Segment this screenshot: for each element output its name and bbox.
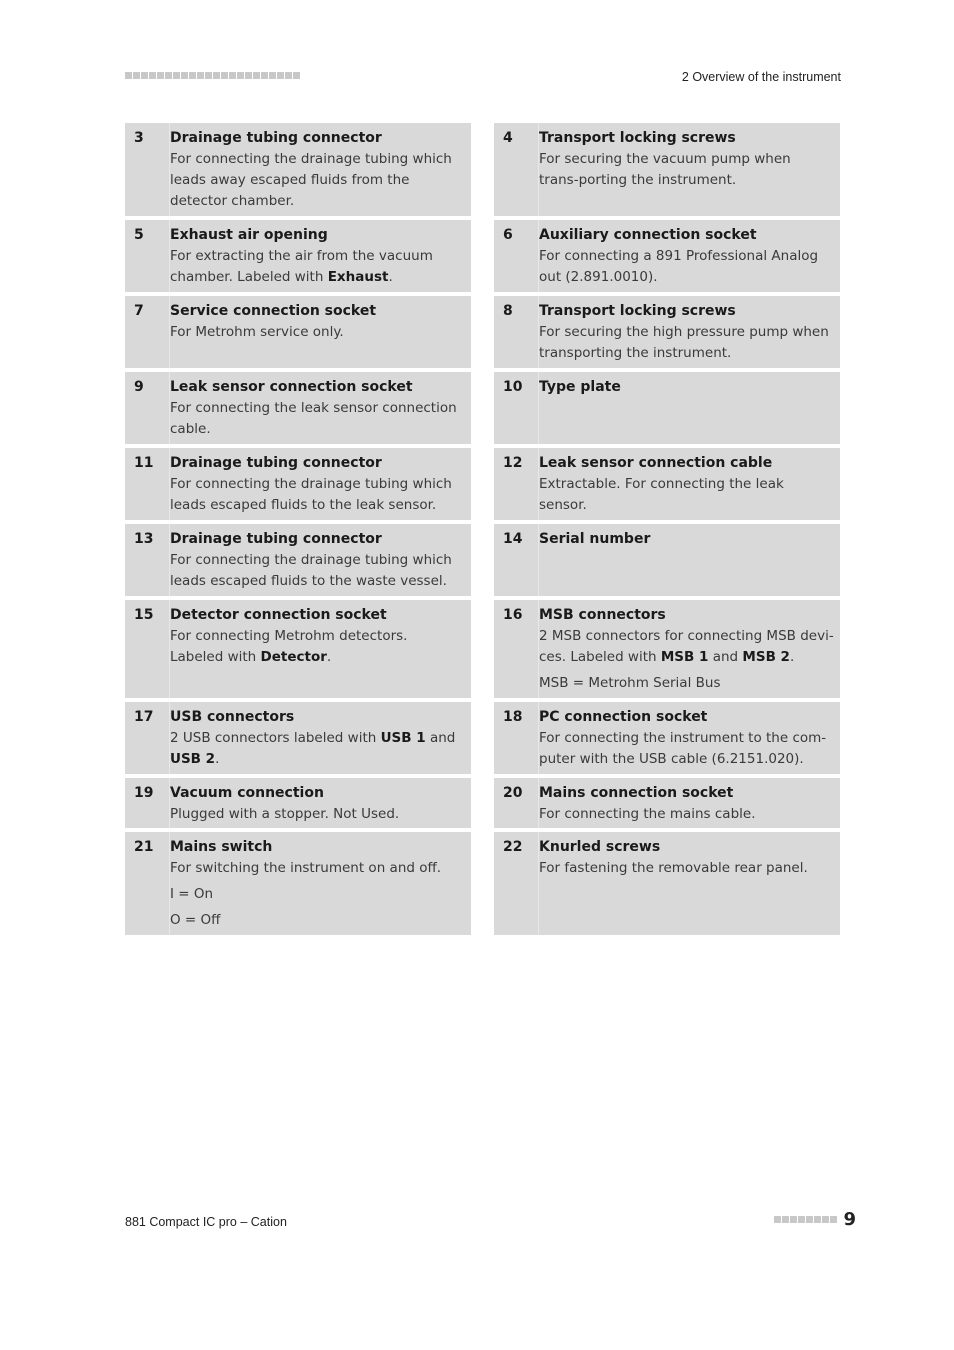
legend-item-note: I = On <box>170 886 214 902</box>
legend-item-title: Exhaust air opening <box>170 227 328 243</box>
legend-row <box>125 778 840 828</box>
legend-item-description: For connecting the instrument to the com-puter with the USB cable (6.2151.020). <box>539 730 827 767</box>
legend-item-title: PC connection socket <box>539 709 708 725</box>
legend-item <box>494 702 840 774</box>
legend-item-number: 4 <box>494 123 539 216</box>
footer-decoration <box>774 1216 837 1223</box>
legend-item <box>125 778 471 828</box>
legend-item-number: 7 <box>125 296 170 368</box>
legend-item-description: Plugged with a stopper. Not Used. <box>170 806 400 822</box>
description-text: 2 USB connectors labeled with <box>170 730 381 746</box>
legend-item-title: Drainage tubing connector <box>170 130 382 146</box>
legend-item-description <box>170 728 465 770</box>
legend-item-description: For connecting the drainage tubing which leads escaped fluids to the waste vessel. <box>170 552 452 589</box>
description-text: . <box>388 269 393 285</box>
legend-item-title: Auxiliary connection socket <box>539 227 757 243</box>
legend-item-title: Knurled screws <box>539 839 661 855</box>
legend-row <box>125 448 840 520</box>
legend-item <box>125 123 471 216</box>
header-decoration <box>125 72 300 79</box>
legend-item <box>125 448 471 520</box>
legend-item-number: 20 <box>494 778 539 828</box>
legend-row <box>125 702 840 774</box>
legend-item-title: Transport locking screws <box>539 303 736 319</box>
legend-item-title: USB connectors <box>170 709 295 725</box>
label-text: Exhaust <box>327 269 389 285</box>
legend-row <box>125 296 840 368</box>
legend-item-description: For connecting the mains cable. <box>539 806 756 822</box>
legend-item-description: For Metrohm service only. <box>170 324 344 340</box>
legend-item-description: For connecting the leak sensor connection cable. <box>170 400 457 437</box>
legend-item-title: Serial number <box>539 531 651 547</box>
legend-item-description: For fastening the removable rear panel. <box>539 860 808 876</box>
legend-item-description: For switching the instrument on and off. <box>170 860 442 876</box>
description-text: . <box>326 649 332 665</box>
legend-item-number: 10 <box>494 372 539 444</box>
legend-item-number: 19 <box>125 778 170 828</box>
legend-item-number: 3 <box>125 123 170 216</box>
legend-item-title: Drainage tubing connector <box>170 531 382 547</box>
legend-item-number: 18 <box>494 702 539 774</box>
legend-item-description: For connecting a 891 Professional Analog out (2.891.0010). <box>539 248 819 285</box>
legend-item <box>125 524 471 596</box>
legend-item-description: For securing the high pressure pump when transporting the instrument. <box>539 324 829 361</box>
legend-item-note: MSB = Metrohm Serial Bus <box>539 675 721 691</box>
legend-item <box>125 600 471 698</box>
legend-item-title: Detector connection socket <box>170 607 387 623</box>
legend-item-title: Transport locking screws <box>539 130 736 146</box>
page-number: 9 <box>843 1209 856 1230</box>
legend-row <box>125 524 840 596</box>
legend-item <box>494 220 840 292</box>
legend-item-number: 13 <box>125 524 170 596</box>
legend-item <box>494 524 840 596</box>
legend-row <box>125 600 840 698</box>
legend-item-title: MSB connectors <box>539 607 666 623</box>
legend-item-description <box>170 626 465 668</box>
label-text: Detector <box>260 649 327 665</box>
legend-item-title: Mains switch <box>170 839 273 855</box>
legend-item-number: 21 <box>125 832 170 935</box>
description-text: 2 MSB connectors for connecting MSB devi-ces. Labeled with <box>539 628 834 665</box>
legend-item-title: Type plate <box>539 379 621 395</box>
section-header: 2 Overview of the instrument <box>681 70 841 84</box>
legend-item <box>494 296 840 368</box>
label-text: MSB 1 <box>660 649 709 665</box>
legend-item <box>494 832 840 935</box>
legend-item-number: 22 <box>494 832 539 935</box>
description-text: and <box>425 730 456 746</box>
legend-item <box>494 123 840 216</box>
legend-item <box>494 372 840 444</box>
legend-item-title: Vacuum connection <box>170 785 324 801</box>
footer-page <box>774 1209 856 1230</box>
description-text: . <box>215 751 220 767</box>
legend-item-number: 17 <box>125 702 170 774</box>
label-text: MSB 2 <box>742 649 790 665</box>
description-text: . <box>789 649 795 665</box>
legend-item-description <box>170 246 465 288</box>
label-text: USB 1 <box>380 730 426 746</box>
legend-item <box>494 448 840 520</box>
legend-item-number: 16 <box>494 600 539 698</box>
legend-row <box>125 123 840 216</box>
legend-item-title: Mains connection socket <box>539 785 734 801</box>
legend-item-number: 12 <box>494 448 539 520</box>
legend-item-number: 5 <box>125 220 170 292</box>
footer-product-name: 881 Compact IC pro – Cation <box>125 1215 287 1229</box>
legend-item-title: Leak sensor connection socket <box>170 379 413 395</box>
legend-row <box>125 220 840 292</box>
legend-item <box>125 296 471 368</box>
legend-item <box>125 372 471 444</box>
legend-item-number: 8 <box>494 296 539 368</box>
legend-item-number: 15 <box>125 600 170 698</box>
legend-item <box>125 220 471 292</box>
legend-row <box>125 832 840 935</box>
legend-row <box>125 372 840 444</box>
legend-item-number: 11 <box>125 448 170 520</box>
legend-item-title: Drainage tubing connector <box>170 455 382 471</box>
legend-item-title: Service connection socket <box>170 303 377 319</box>
legend-item-description: For securing the vacuum pump when trans-porting the instrument. <box>539 151 791 188</box>
legend-item-description: Extractable. For connecting the leak sensor. <box>539 476 784 513</box>
legend-item-number: 14 <box>494 524 539 596</box>
legend-item <box>125 702 471 774</box>
legend-item-description: For connecting the drainage tubing which leads away escaped fluids from the detector chamber. <box>170 151 452 209</box>
description-text: and <box>708 649 743 665</box>
legend-item <box>494 600 840 698</box>
label-text: USB 2 <box>170 751 216 767</box>
legend-item-title: Leak sensor connection cable <box>539 455 773 471</box>
legend-table <box>125 123 840 939</box>
description-text: For connecting Metrohm detectors. Labeled with <box>170 628 408 665</box>
description-text: For extracting the air from the vacuum chamber. Labeled with <box>170 248 433 285</box>
legend-item <box>125 832 471 935</box>
legend-item-note: O = Off <box>170 912 221 928</box>
legend-item-number: 9 <box>125 372 170 444</box>
legend-item <box>494 778 840 828</box>
legend-item-description: For connecting the drainage tubing which leads escaped fluids to the leak sensor. <box>170 476 452 513</box>
legend-item-number: 6 <box>494 220 539 292</box>
legend-item-description <box>539 626 834 668</box>
